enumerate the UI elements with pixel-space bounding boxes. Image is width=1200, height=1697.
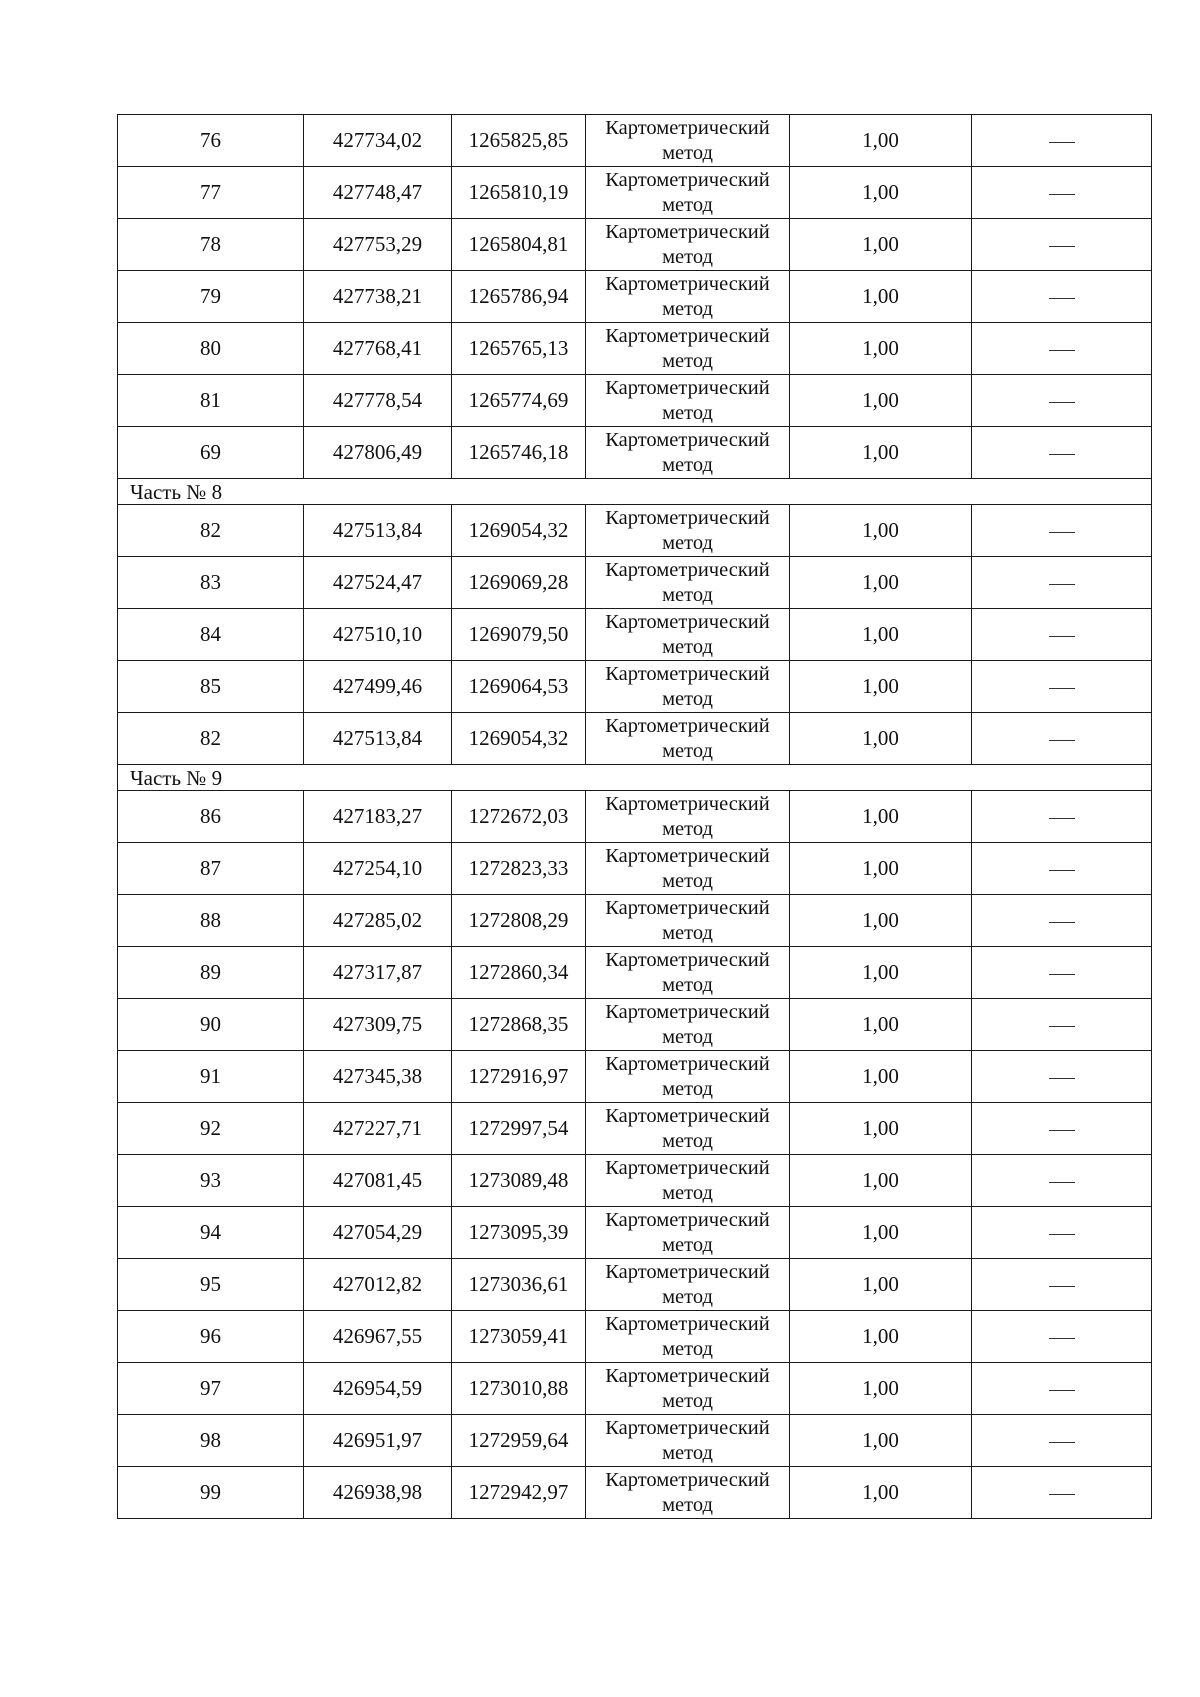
dash-mark (1049, 1338, 1075, 1339)
dash-mark (1049, 350, 1075, 351)
x-coordinate-cell: 427081,45 (304, 1155, 452, 1207)
note-cell (972, 115, 1152, 167)
note-cell (972, 1415, 1152, 1467)
table-row (118, 661, 1152, 713)
note-cell (972, 1103, 1152, 1155)
x-coordinate-cell: 427524,47 (304, 557, 452, 609)
x-coordinate-cell: 427748,47 (304, 167, 452, 219)
x-coordinate-cell: 427510,10 (304, 609, 452, 661)
x-coordinate-cell: 427183,27 (304, 791, 452, 843)
note-cell (972, 557, 1152, 609)
y-coordinate-cell: 1272672,03 (452, 791, 586, 843)
dash-mark (1049, 454, 1075, 455)
y-coordinate-cell: 1272959,64 (452, 1415, 586, 1467)
table-row (118, 375, 1152, 427)
table-row (118, 947, 1152, 999)
note-cell (972, 219, 1152, 271)
note-cell (972, 375, 1152, 427)
note-cell (972, 895, 1152, 947)
accuracy-cell: 1,00 (790, 1259, 972, 1311)
note-cell (972, 791, 1152, 843)
x-coordinate-cell: 427012,82 (304, 1259, 452, 1311)
method-cell: Картометрический метод (586, 1467, 790, 1519)
y-coordinate-cell: 1272823,33 (452, 843, 586, 895)
table-row (118, 271, 1152, 323)
dash-mark (1049, 402, 1075, 403)
dash-mark (1049, 1442, 1075, 1443)
x-coordinate-cell: 426967,55 (304, 1311, 452, 1363)
y-coordinate-cell: 1265810,19 (452, 167, 586, 219)
point-number-cell: 81 (118, 375, 304, 427)
table-row (118, 843, 1152, 895)
dash-mark (1049, 1494, 1075, 1495)
point-number-cell: 69 (118, 427, 304, 479)
method-cell: Картометрический метод (586, 609, 790, 661)
dash-mark (1049, 298, 1075, 299)
y-coordinate-cell: 1272868,35 (452, 999, 586, 1051)
y-coordinate-cell: 1265774,69 (452, 375, 586, 427)
method-cell: Картометрический метод (586, 375, 790, 427)
method-cell: Картометрический метод (586, 947, 790, 999)
table-row (118, 1467, 1152, 1519)
accuracy-cell: 1,00 (790, 1155, 972, 1207)
table-row (118, 219, 1152, 271)
y-coordinate-cell: 1265746,18 (452, 427, 586, 479)
method-cell: Картометрический метод (586, 843, 790, 895)
point-number-cell: 86 (118, 791, 304, 843)
point-number-cell: 77 (118, 167, 304, 219)
note-cell (972, 1311, 1152, 1363)
accuracy-cell: 1,00 (790, 219, 972, 271)
y-coordinate-cell: 1272808,29 (452, 895, 586, 947)
table-row (118, 427, 1152, 479)
y-coordinate-cell: 1273036,61 (452, 1259, 586, 1311)
accuracy-cell: 1,00 (790, 1207, 972, 1259)
table-row (118, 999, 1152, 1051)
point-number-cell: 92 (118, 1103, 304, 1155)
dash-mark (1049, 142, 1075, 143)
dash-mark (1049, 1078, 1075, 1079)
dash-mark (1049, 922, 1075, 923)
accuracy-cell: 1,00 (790, 661, 972, 713)
dash-mark (1049, 870, 1075, 871)
note-cell (972, 1259, 1152, 1311)
method-cell: Картометрический метод (586, 323, 790, 375)
y-coordinate-cell: 1273010,88 (452, 1363, 586, 1415)
point-number-cell: 83 (118, 557, 304, 609)
x-coordinate-cell: 427309,75 (304, 999, 452, 1051)
accuracy-cell: 1,00 (790, 1467, 972, 1519)
table-row (118, 1155, 1152, 1207)
method-cell: Картометрический метод (586, 271, 790, 323)
point-number-cell: 99 (118, 1467, 304, 1519)
method-cell: Картометрический метод (586, 1103, 790, 1155)
dash-mark (1049, 1390, 1075, 1391)
table-row (118, 557, 1152, 609)
dash-mark (1049, 636, 1075, 637)
y-coordinate-cell: 1273095,39 (452, 1207, 586, 1259)
point-number-cell: 78 (118, 219, 304, 271)
table-row (118, 1311, 1152, 1363)
method-cell: Картометрический метод (586, 115, 790, 167)
x-coordinate-cell: 427317,87 (304, 947, 452, 999)
coordinates-table (117, 114, 1152, 1519)
note-cell (972, 1363, 1152, 1415)
table-row (118, 505, 1152, 557)
table-row (118, 1259, 1152, 1311)
note-cell (972, 1467, 1152, 1519)
y-coordinate-cell: 1265765,13 (452, 323, 586, 375)
x-coordinate-cell: 427285,02 (304, 895, 452, 947)
y-coordinate-cell: 1272942,97 (452, 1467, 586, 1519)
point-number-cell: 98 (118, 1415, 304, 1467)
accuracy-cell: 1,00 (790, 505, 972, 557)
point-number-cell: 76 (118, 115, 304, 167)
y-coordinate-cell: 1265786,94 (452, 271, 586, 323)
dash-mark (1049, 818, 1075, 819)
accuracy-cell: 1,00 (790, 791, 972, 843)
table-row (118, 895, 1152, 947)
dash-mark (1049, 1026, 1075, 1027)
part-title: Часть № 8 (118, 479, 1152, 505)
method-cell: Картометрический метод (586, 713, 790, 765)
table-row (118, 1051, 1152, 1103)
accuracy-cell: 1,00 (790, 167, 972, 219)
point-number-cell: 82 (118, 505, 304, 557)
x-coordinate-cell: 427499,46 (304, 661, 452, 713)
point-number-cell: 79 (118, 271, 304, 323)
dash-mark (1049, 974, 1075, 975)
method-cell: Картометрический метод (586, 1207, 790, 1259)
x-coordinate-cell: 427778,54 (304, 375, 452, 427)
x-coordinate-cell: 426954,59 (304, 1363, 452, 1415)
note-cell (972, 843, 1152, 895)
method-cell: Картометрический метод (586, 791, 790, 843)
table-row (118, 1207, 1152, 1259)
y-coordinate-cell: 1273089,48 (452, 1155, 586, 1207)
dash-mark (1049, 1286, 1075, 1287)
note-cell (972, 713, 1152, 765)
accuracy-cell: 1,00 (790, 323, 972, 375)
method-cell: Картометрический метод (586, 219, 790, 271)
method-cell: Картометрический метод (586, 557, 790, 609)
dash-mark (1049, 246, 1075, 247)
point-number-cell: 90 (118, 999, 304, 1051)
table-row (118, 115, 1152, 167)
dash-mark (1049, 584, 1075, 585)
y-coordinate-cell: 1269064,53 (452, 661, 586, 713)
accuracy-cell: 1,00 (790, 609, 972, 661)
x-coordinate-cell: 426938,98 (304, 1467, 452, 1519)
note-cell (972, 1207, 1152, 1259)
part-title: Часть № 9 (118, 765, 1152, 791)
table-row (118, 713, 1152, 765)
point-number-cell: 84 (118, 609, 304, 661)
x-coordinate-cell: 427734,02 (304, 115, 452, 167)
coordinates-table-body (118, 115, 1152, 1519)
accuracy-cell: 1,00 (790, 1103, 972, 1155)
point-number-cell: 82 (118, 713, 304, 765)
x-coordinate-cell: 427806,49 (304, 427, 452, 479)
method-cell: Картометрический метод (586, 895, 790, 947)
dash-mark (1049, 1130, 1075, 1131)
accuracy-cell: 1,00 (790, 115, 972, 167)
table-row (118, 167, 1152, 219)
accuracy-cell: 1,00 (790, 1051, 972, 1103)
note-cell (972, 505, 1152, 557)
y-coordinate-cell: 1273059,41 (452, 1311, 586, 1363)
dash-mark (1049, 740, 1075, 741)
part-header-row (118, 765, 1152, 791)
method-cell: Картометрический метод (586, 1051, 790, 1103)
y-coordinate-cell: 1272916,97 (452, 1051, 586, 1103)
x-coordinate-cell: 427738,21 (304, 271, 452, 323)
part-header-row (118, 479, 1152, 505)
y-coordinate-cell: 1269079,50 (452, 609, 586, 661)
dash-mark (1049, 1234, 1075, 1235)
dash-mark (1049, 194, 1075, 195)
accuracy-cell: 1,00 (790, 427, 972, 479)
y-coordinate-cell: 1269054,32 (452, 713, 586, 765)
x-coordinate-cell: 427753,29 (304, 219, 452, 271)
x-coordinate-cell: 426951,97 (304, 1415, 452, 1467)
note-cell (972, 427, 1152, 479)
x-coordinate-cell: 427513,84 (304, 713, 452, 765)
accuracy-cell: 1,00 (790, 895, 972, 947)
table-row (118, 1103, 1152, 1155)
table-row (118, 791, 1152, 843)
point-number-cell: 87 (118, 843, 304, 895)
table-row (118, 609, 1152, 661)
point-number-cell: 94 (118, 1207, 304, 1259)
point-number-cell: 93 (118, 1155, 304, 1207)
method-cell: Картометрический метод (586, 661, 790, 713)
y-coordinate-cell: 1265804,81 (452, 219, 586, 271)
point-number-cell: 91 (118, 1051, 304, 1103)
method-cell: Картометрический метод (586, 427, 790, 479)
note-cell (972, 947, 1152, 999)
method-cell: Картометрический метод (586, 1259, 790, 1311)
x-coordinate-cell: 427054,29 (304, 1207, 452, 1259)
table-row (118, 1363, 1152, 1415)
accuracy-cell: 1,00 (790, 843, 972, 895)
accuracy-cell: 1,00 (790, 1311, 972, 1363)
accuracy-cell: 1,00 (790, 271, 972, 323)
table-row (118, 323, 1152, 375)
x-coordinate-cell: 427345,38 (304, 1051, 452, 1103)
accuracy-cell: 1,00 (790, 999, 972, 1051)
note-cell (972, 609, 1152, 661)
accuracy-cell: 1,00 (790, 1415, 972, 1467)
note-cell (972, 167, 1152, 219)
y-coordinate-cell: 1269054,32 (452, 505, 586, 557)
note-cell (972, 999, 1152, 1051)
accuracy-cell: 1,00 (790, 1363, 972, 1415)
accuracy-cell: 1,00 (790, 557, 972, 609)
point-number-cell: 80 (118, 323, 304, 375)
method-cell: Картометрический метод (586, 1415, 790, 1467)
point-number-cell: 89 (118, 947, 304, 999)
method-cell: Картометрический метод (586, 999, 790, 1051)
point-number-cell: 97 (118, 1363, 304, 1415)
y-coordinate-cell: 1272997,54 (452, 1103, 586, 1155)
dash-mark (1049, 1182, 1075, 1183)
table-row (118, 1415, 1152, 1467)
note-cell (972, 323, 1152, 375)
dash-mark (1049, 532, 1075, 533)
point-number-cell: 96 (118, 1311, 304, 1363)
note-cell (972, 271, 1152, 323)
accuracy-cell: 1,00 (790, 713, 972, 765)
dash-mark (1049, 688, 1075, 689)
point-number-cell: 85 (118, 661, 304, 713)
method-cell: Картометрический метод (586, 505, 790, 557)
x-coordinate-cell: 427254,10 (304, 843, 452, 895)
x-coordinate-cell: 427513,84 (304, 505, 452, 557)
note-cell (972, 1155, 1152, 1207)
method-cell: Картометрический метод (586, 1155, 790, 1207)
accuracy-cell: 1,00 (790, 375, 972, 427)
method-cell: Картометрический метод (586, 1311, 790, 1363)
point-number-cell: 88 (118, 895, 304, 947)
y-coordinate-cell: 1265825,85 (452, 115, 586, 167)
x-coordinate-cell: 427768,41 (304, 323, 452, 375)
point-number-cell: 95 (118, 1259, 304, 1311)
method-cell: Картометрический метод (586, 167, 790, 219)
x-coordinate-cell: 427227,71 (304, 1103, 452, 1155)
note-cell (972, 1051, 1152, 1103)
y-coordinate-cell: 1269069,28 (452, 557, 586, 609)
y-coordinate-cell: 1272860,34 (452, 947, 586, 999)
method-cell: Картометрический метод (586, 1363, 790, 1415)
note-cell (972, 661, 1152, 713)
accuracy-cell: 1,00 (790, 947, 972, 999)
